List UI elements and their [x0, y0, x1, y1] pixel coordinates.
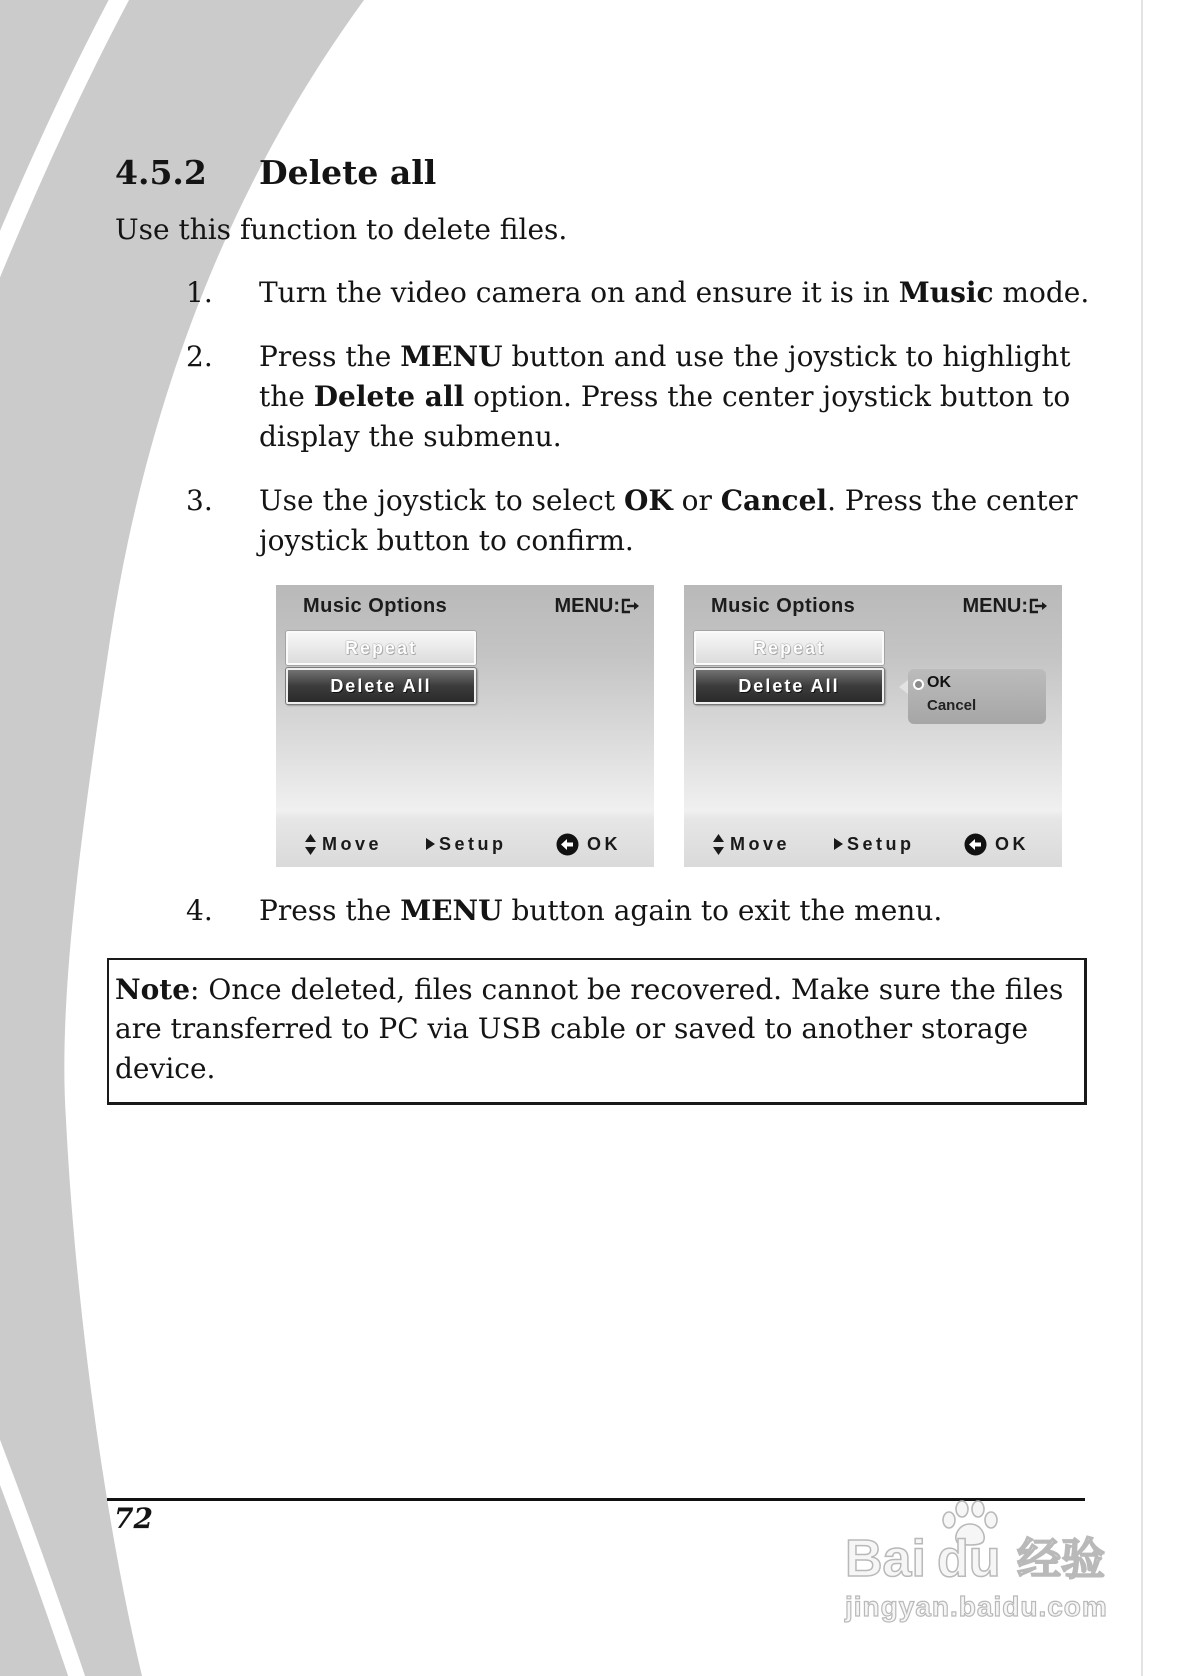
menu-item-delete-all: [286, 668, 476, 704]
page-number: 72: [114, 1502, 153, 1535]
up-down-arrows-icon: [304, 833, 317, 856]
step-text: button and use the joystick to highlight: [502, 340, 1071, 373]
submenu-option-cancel: Cancel: [927, 697, 977, 714]
section-title: Delete all: [259, 153, 437, 192]
step-text: the: [259, 380, 314, 413]
note-line: are transferred to PC via USB cable or saved to another storage: [115, 1012, 1029, 1045]
step-text: . Press the center: [827, 484, 1078, 517]
menu-item-label: Delete All: [330, 675, 432, 696]
step-text-bold: OK: [623, 484, 673, 517]
menu-item-repeat: [694, 631, 884, 665]
step-text-bold: MENU: [400, 340, 503, 373]
menu-exit-hint: [962, 594, 1048, 618]
menu-hint-label: MENU:: [962, 595, 1028, 617]
baidu-jingyan-watermark: [845, 1500, 1117, 1630]
footer-setup-label: Setup: [439, 834, 507, 854]
step-number: 2.: [186, 340, 213, 373]
section-number: 4.5.2: [115, 153, 207, 192]
footer-move-label: Move: [322, 834, 383, 854]
step-text: display the submenu.: [259, 420, 562, 453]
step-text-bold: Cancel: [720, 484, 828, 517]
watermark-product: 经验: [1017, 1535, 1105, 1584]
ok-button-icon: [556, 833, 579, 856]
step-text: Turn the video camera on and ensure it is in: [259, 276, 899, 309]
step-text: joystick button to confirm.: [259, 524, 634, 557]
confirm-submenu: [908, 668, 1046, 724]
note-text: : Once deleted, files cannot be recovered. Make sure the files: [190, 973, 1064, 1006]
footer-ok-label: OK: [995, 834, 1029, 854]
menu-exit-hint: [554, 594, 640, 618]
step-number: 4.: [186, 894, 213, 927]
step-text: Use the joystick to select: [259, 484, 624, 517]
exit-icon: [621, 598, 640, 614]
exit-icon: [1029, 598, 1048, 614]
watermark-url: jingyan.baidu.com: [845, 1591, 1108, 1622]
intro-text: Use this function to delete files.: [115, 213, 568, 246]
step-text-line: [259, 521, 634, 561]
note-line: [115, 970, 1063, 1010]
step-text-bold: Delete all: [313, 380, 465, 413]
screen-title: Music Options: [303, 595, 448, 617]
step-text-line: [259, 377, 1070, 417]
submenu-option-ok: OK: [927, 674, 951, 691]
step-text-line: [259, 417, 562, 457]
camera-screen-menu: [276, 585, 654, 867]
menu-item-label: Repeat: [752, 637, 826, 658]
watermark-brand-right: du: [937, 1530, 1001, 1588]
right-triangle-icon: [833, 838, 843, 850]
step-text-bold: Music: [898, 276, 994, 309]
note-label: Note: [115, 973, 191, 1006]
menu-item-repeat: [286, 631, 476, 665]
footer-ok-label: OK: [587, 834, 621, 854]
step-text: button again to exit the menu.: [502, 894, 943, 927]
page-edge-line: [1141, 0, 1143, 1676]
step-text: or: [672, 484, 721, 517]
step-text: Press the: [259, 340, 401, 373]
step-text-line: [259, 273, 1089, 313]
camera-screen-submenu: [684, 585, 1062, 867]
step-text-bold: MENU: [400, 894, 503, 927]
menu-item-delete-all: [694, 668, 884, 704]
right-triangle-icon: [425, 838, 435, 850]
step-text: Press the: [259, 894, 401, 927]
menu-hint-label: MENU:: [554, 595, 620, 617]
step-text: mode.: [993, 276, 1090, 309]
step-number: 1.: [186, 276, 213, 309]
menu-item-label: Repeat: [344, 637, 418, 658]
step-number: 3.: [186, 484, 213, 517]
watermark-brand-left: Bai: [845, 1530, 926, 1588]
footer-setup-label: Setup: [847, 834, 915, 854]
step-text-line: [259, 891, 942, 931]
selection-bullet-icon: [913, 679, 924, 690]
footer-move-label: Move: [730, 834, 791, 854]
up-down-arrows-icon: [712, 833, 725, 856]
screen-title: Music Options: [711, 595, 856, 617]
menu-item-label: Delete All: [738, 675, 840, 696]
note-line: device.: [115, 1052, 216, 1085]
step-text-line: [259, 337, 1070, 377]
note-box: [107, 958, 1087, 1105]
step-text: option. Press the center joystick button to: [464, 380, 1071, 413]
ok-button-icon: [964, 833, 987, 856]
step-text-line: [259, 481, 1078, 521]
submenu-pointer: [899, 680, 908, 694]
